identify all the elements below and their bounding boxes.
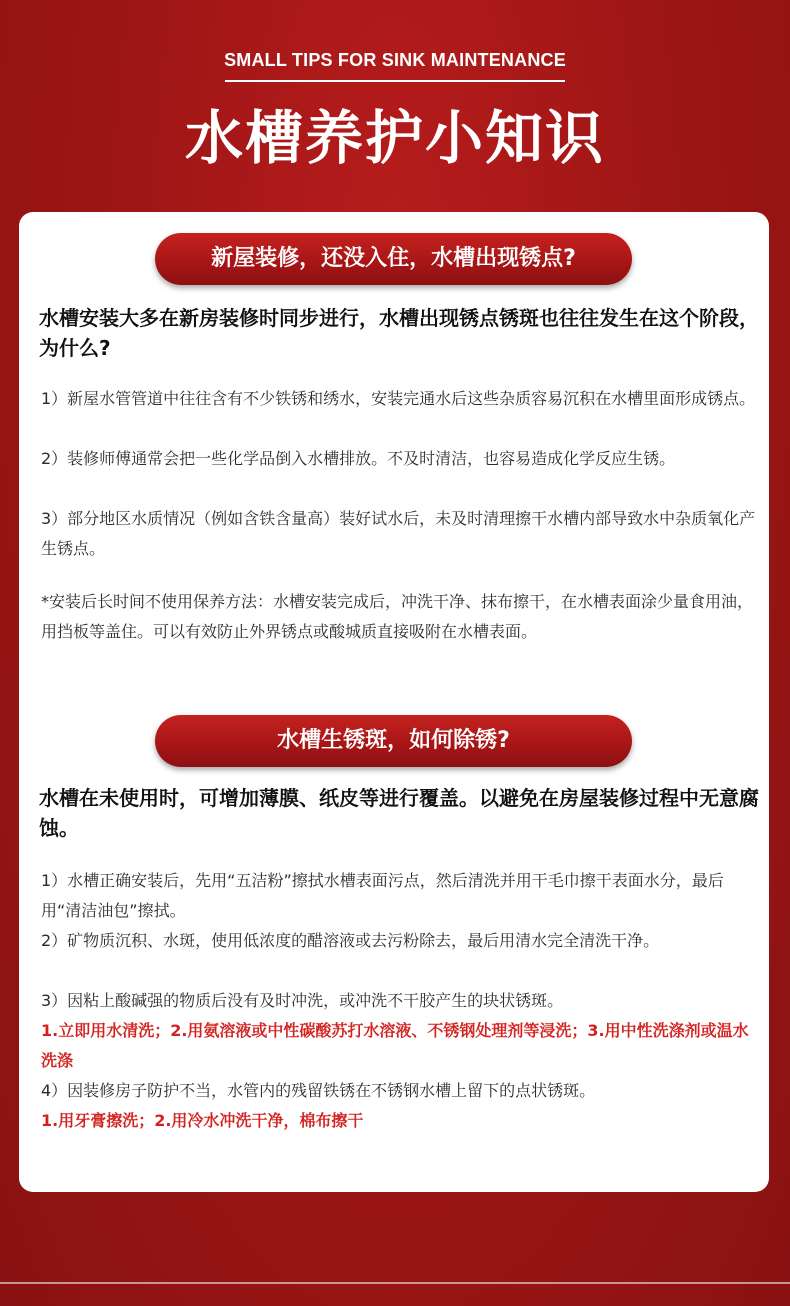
section1-maintenance-note: *安装后长时间不使用保养方法：水槽安装完成后，冲洗干净、抹布擦干，在水槽表面涂少量食用油，用挡板等盖住。可以有效防止外界锈点或酸城质直接吸附在水槽表面。 <box>41 592 754 641</box>
section1-item-3: 3）部分地区水质情况（例如含铁含量高）装好试水后，未及时清理擦干水槽内部导致水中杂质氧化产生锈点。 <box>41 509 756 558</box>
section2-item-4-solution: 1.用牙膏擦洗；2.用冷水冲洗干净，棉布擦干 <box>41 1111 364 1130</box>
section1-heading-pill: 新屋装修，还没入住，水槽出现锈点? <box>155 233 632 285</box>
section2-lead: 水槽在未使用时，可增加薄膜、纸皮等进行覆盖。以避免在房屋装修过程中无意腐蚀。 <box>39 786 759 840</box>
content-card <box>19 212 769 1192</box>
section1-lead: 水槽安装大多在新房装修时同步进行，水槽出现锈点锈斑也往往发生在这个阶段，为什么? <box>39 306 759 360</box>
section2-item-2: 2）矿物质沉积、水斑，使用低浓度的醋溶液或去污粉除去，最后用清水完全清洗干净。 <box>41 931 660 950</box>
section2-item-4: 4）因装修房子防护不当，水管内的残留铁锈在不锈钢水槽上留下的点状锈斑。 <box>41 1081 596 1100</box>
section2-item-1: 1）水槽正确安装后，先用“五洁粉”擦拭水槽表面污点，然后清洗并用干毛巾擦干表面水分，最后用“清洁油包”擦拭。 <box>41 871 724 920</box>
section1-item-1: 1）新屋水管管道中往往含有不少铁锈和绣水，安装完通水后这些杂质容易沉积在水槽里面形成锈点。 <box>41 389 756 408</box>
section2-item-3: 3）因粘上酸碱强的物质后没有及时冲洗，或冲洗不干胶产生的块状锈斑。 <box>41 991 564 1010</box>
section1-item-2: 2）装修师傅通常会把一些化学品倒入水槽排放。不及时清洁，也容易造成化学反应生锈。 <box>41 449 676 468</box>
header-subtitle: SMALL TIPS FOR SINK MAINTENANCE <box>224 50 566 70</box>
section2-item-3-solution: 1.立即用水清洗；2.用氨溶液或中性碳酸苏打水溶液、不锈钢处理剂等浸洗；3.用中性洗涤剂或温水洗涤 <box>41 1021 749 1070</box>
page-title: 水槽养护小知识 <box>184 104 605 172</box>
section2-heading-pill: 水槽生锈斑，如何除锈? <box>155 715 632 767</box>
footer-divider <box>0 1282 790 1284</box>
header-divider <box>225 80 565 82</box>
